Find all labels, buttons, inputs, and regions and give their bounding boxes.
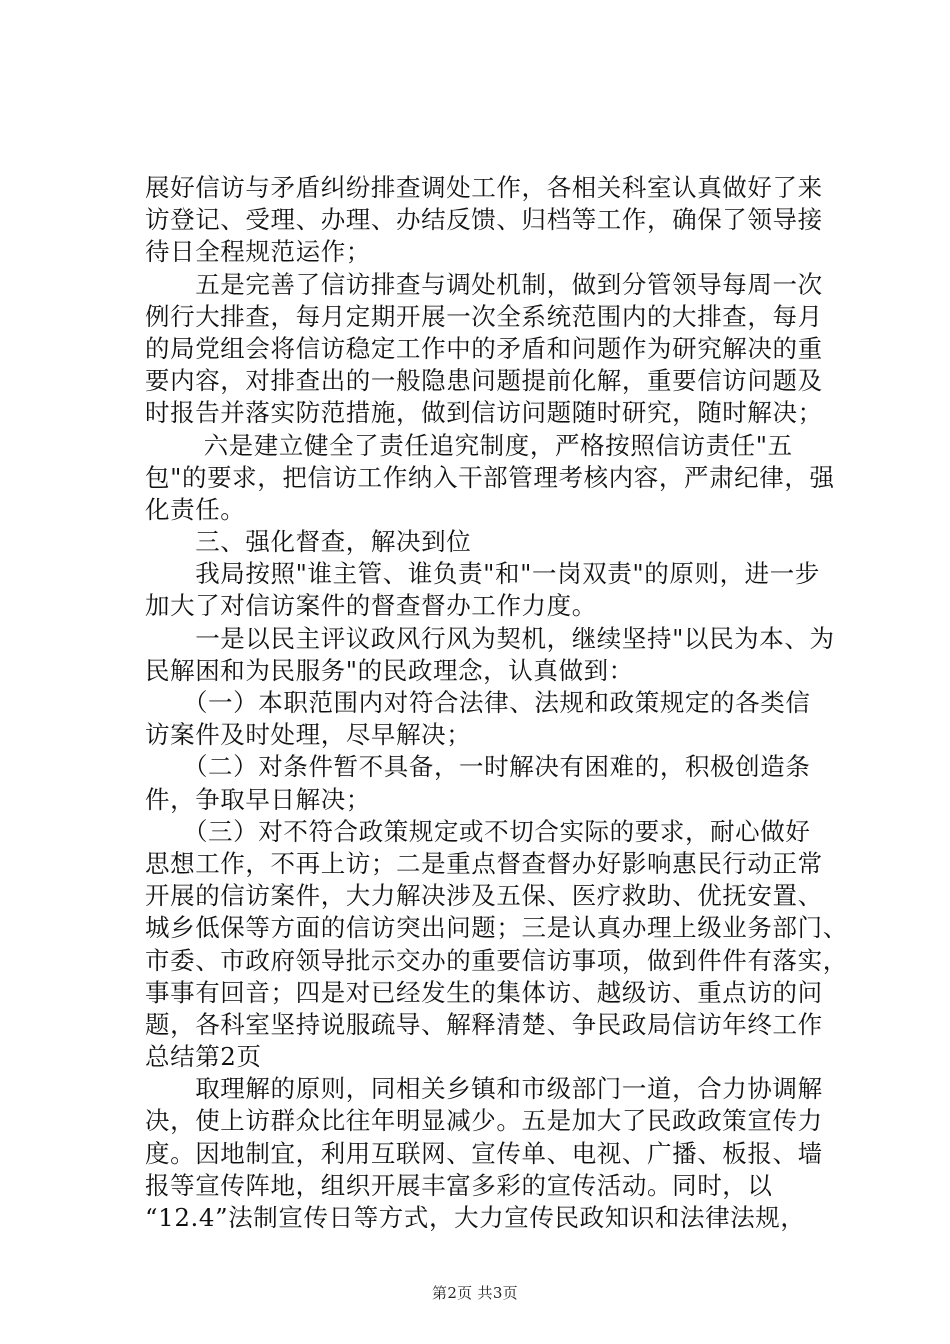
text-line: 要内容，对排查出的一般隐患问题提前化解，重要信访问题及 <box>145 366 823 396</box>
text-line: 六是建立健全了责任追究制度，严格按照信访责任"五 <box>145 430 793 460</box>
text-line: （二）对条件暂不具备，一时解决有困难的，积极创造条 <box>145 752 811 782</box>
text-line: 化责任。 <box>145 494 246 524</box>
text-line: 三、强化督查，解决到位 <box>145 527 472 557</box>
text-line: 思想工作，不再上访；二是重点督查督办好影响惠民行动正常 <box>145 848 823 878</box>
document-body <box>145 172 848 1234</box>
text-line: 例行大排查，每月定期开展一次全系统范围内的大排查，每月 <box>145 301 823 331</box>
text-line: 的局党组会将信访稳定工作中的矛盾和问题作为研究解决的重 <box>145 333 823 363</box>
text-line: 一是以民主评议政风行风为契机，继续坚持"以民为本、为 <box>145 623 835 653</box>
text-line: 时报告并落实防范措施，做到信访问题随时研究，随时解决； <box>145 398 823 428</box>
page-footer: 第2页 共3页 <box>432 1284 518 1302</box>
text-line: 决，使上访群众比往年明显减少。五是加大了民政政策宣传力 <box>145 1106 823 1136</box>
text-line: 五是完善了信访排查与调处机制，做到分管领导每周一次 <box>145 269 823 299</box>
text-line: （一）本职范围内对符合法律、法规和政策规定的各类信 <box>145 688 811 717</box>
text-line: 访登记、受理、办理、办结反馈、归档等工作，确保了领导接 <box>145 205 823 235</box>
text-line: 报等宣传阵地，组织开展丰富多彩的宣传活动。同时，以 <box>145 1170 773 1200</box>
text-line: 度。因地制宜，利用互联网、宣传单、电视、广播、板报、墙 <box>145 1138 823 1168</box>
text-line: 题，各科室坚持说服疏导、解释清楚、争民政局信访年终工作 <box>145 1009 823 1039</box>
text-line: 待日全程规范运作； <box>145 237 371 267</box>
text-line: 包"的要求，把信访工作纳入干部管理考核内容，严肃纪律，强 <box>145 462 835 492</box>
text-line: 我局按照"谁主管、谁负责"和"一岗双责"的原则，进一步 <box>145 559 820 589</box>
text-line: “12.4”法制宣传日等方式，大力宣传民政知识和法律法规， <box>145 1203 806 1232</box>
text-line: 民解困和为民服务"的民政理念，认真做到： <box>145 655 634 685</box>
text-line: 访案件及时处理，尽早解决； <box>145 720 472 750</box>
text-line: 市委、市政府领导批示交办的重要信访事项，做到件件有落实， <box>145 945 848 975</box>
text-line: 展好信访与矛盾纠纷排查调处工作，各相关科室认真做好了来 <box>145 173 823 202</box>
text-line: 城乡低保等方面的信访突出问题；三是认真办理上级业务部门、 <box>145 913 848 943</box>
text-line: 总结第2页 <box>145 1042 262 1072</box>
text-line: 事事有回音；四是对已经发生的集体访、越级访、重点访的问 <box>145 977 823 1007</box>
text-line: （三）对不符合政策规定或不切合实际的要求，耐心做好 <box>145 816 811 846</box>
text-line: 取理解的原则，同相关乡镇和市级部门一道，合力协调解 <box>145 1074 823 1104</box>
text-line: 开展的信访案件，大力解决涉及五保、医疗救助、优抚安置、 <box>145 881 823 911</box>
text-line: 件，争取早日解决； <box>145 784 371 814</box>
text-line: 加大了对信访案件的督查督办工作力度。 <box>145 591 597 621</box>
